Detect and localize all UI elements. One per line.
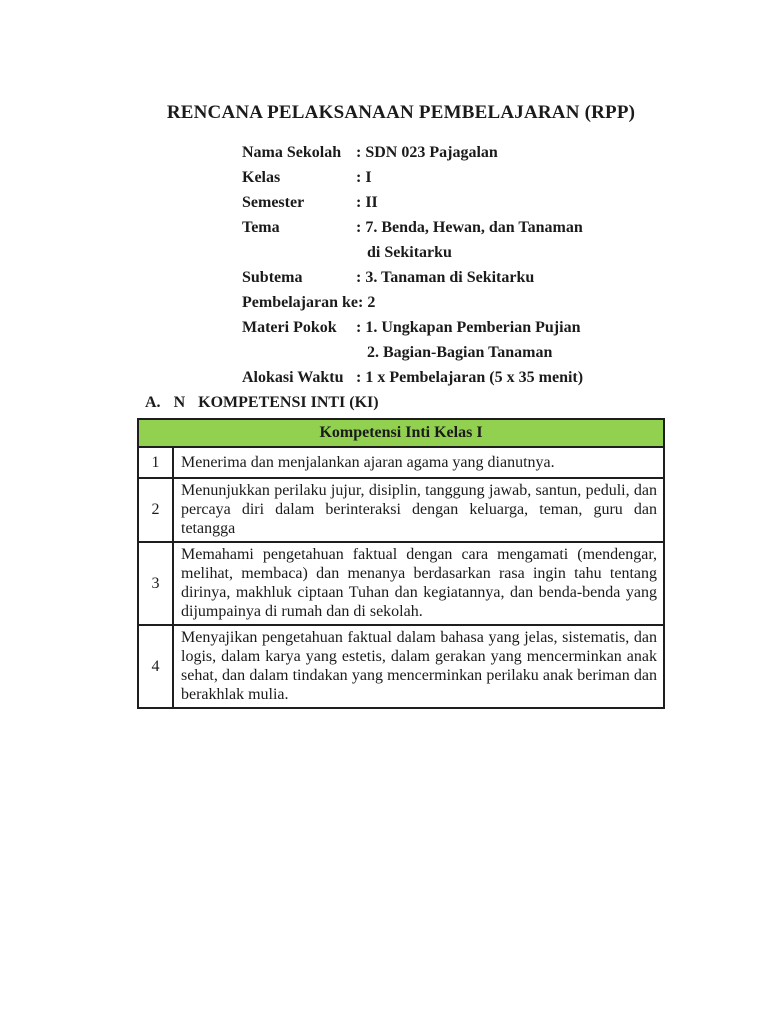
table-row	[138, 478, 664, 542]
field-row-materi-pokok	[242, 315, 665, 340]
row-text: Memahami pengetahuan faktual dengan cara mengamati (mendengar, melihat, membaca) dan menanya berdasarkan rasa ingin tahu tentang dirinya, makhluk ciptaan Tuhan dan kegiatannya, dan benda-benda yang dijumpainya di rumah dan di sekolah.	[173, 542, 664, 625]
row-number: 4	[138, 625, 173, 708]
field-label: Tema	[242, 219, 280, 236]
row-text: Menunjukkan perilaku jujur, disiplin, tanggung jawab, santun, peduli, dan percaya diri dalam berinteraksi dengan keluarga, teman, guru dan tetangga	[173, 478, 664, 542]
field-value: : SDN 023 Pajagalan	[356, 144, 498, 161]
table-row	[138, 542, 664, 625]
field-value: : II	[356, 194, 378, 211]
field-label: Kelas	[242, 169, 281, 186]
field-value: : 1. Ungkapan Pemberian Pujian	[356, 319, 581, 336]
field-value: : 3. Tanaman di Sekitarku	[356, 269, 535, 286]
field-label-empty	[242, 340, 356, 365]
section-heading-kompetensi-inti	[137, 390, 665, 415]
field-row-alokasi-waktu	[242, 365, 665, 390]
row-text: Menyajikan pengetahuan faktual dalam bahasa yang jelas, sistematis, dan logis, dalam karya yang estetis, dalam gerakan yang mencerminkan anak sehat, dan dalam tindakan yang mencerminkan perilaku anak beriman dan berakhlak mulia.	[173, 625, 664, 708]
field-label: Nama Sekolah	[242, 144, 342, 161]
section-marker: N	[173, 394, 186, 411]
ki-table-header: Kompetensi Inti Kelas I	[138, 419, 664, 447]
row-number: 2	[138, 478, 173, 542]
field-label: Subtema	[242, 269, 303, 286]
field-value: : 2	[357, 294, 376, 311]
table-row	[138, 625, 664, 708]
ki-table	[137, 418, 665, 709]
field-row-pembelajaran-ke	[242, 290, 665, 315]
field-row-semester	[242, 190, 665, 215]
field-row-subtema	[242, 265, 665, 290]
field-label: Pembelajaran ke	[242, 294, 358, 311]
row-number: 3	[138, 542, 173, 625]
field-value-continuation: di Sekitarku	[367, 244, 452, 261]
field-value: : 1 x Pembelajaran (5 x 35 menit)	[356, 369, 584, 386]
field-row-kelas	[242, 165, 665, 190]
row-number: 1	[138, 447, 173, 478]
section-index: A.	[145, 394, 161, 411]
field-value: : I	[356, 169, 372, 186]
field-row-tema	[242, 215, 665, 240]
document-page	[137, 0, 665, 709]
section-heading-text: KOMPETENSI INTI (KI)	[198, 394, 379, 411]
field-label: Materi Pokok	[242, 319, 337, 336]
fields-block	[137, 140, 665, 390]
table-row	[138, 447, 664, 478]
ki-table-header-row	[138, 419, 664, 447]
field-value-continuation: 2. Bagian-Bagian Tanaman	[367, 344, 553, 361]
field-row-materi-pokok-cont	[242, 340, 665, 365]
field-label: Alokasi Waktu	[242, 369, 344, 386]
field-label-empty	[242, 240, 356, 265]
field-value: : 7. Benda, Hewan, dan Tanaman	[356, 219, 583, 236]
field-row-nama-sekolah	[242, 140, 665, 165]
field-row-tema-cont	[242, 240, 665, 265]
page-title: RENCANA PELAKSANAAN PEMBELAJARAN (RPP)	[166, 102, 636, 123]
field-label: Semester	[242, 194, 305, 211]
row-text: Menerima dan menjalankan ajaran agama yang dianutnya.	[173, 447, 664, 478]
